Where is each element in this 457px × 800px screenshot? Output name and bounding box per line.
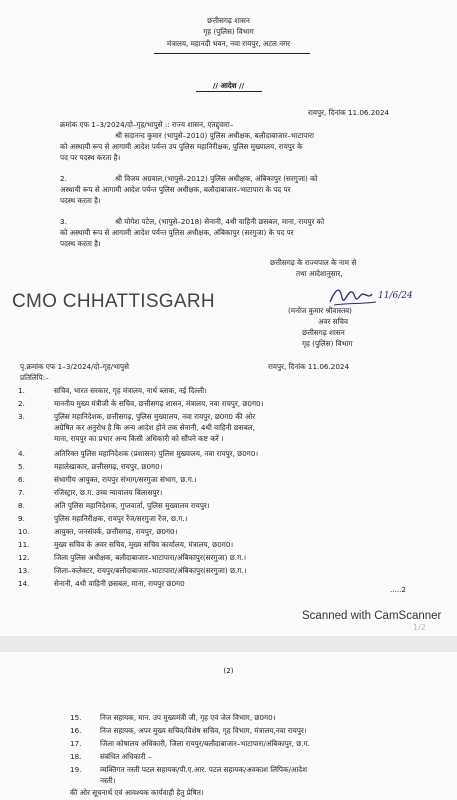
list-item: निज सहायक, मान. उप मुख्यमंत्री जी, गृह एवं जेल विभाग, छ0ग0।: [100, 713, 276, 722]
para1-line2: को अस्थायी रूप से आगामी आदेश पर्यन्त उप पुलिस महानिरीक्षक, पुलिस मुख्यालय, रायपुर के: [60, 142, 303, 151]
watermark-cmo: CMO CHHATTISGARH: [12, 291, 215, 312]
para2-line3: पदस्थ करता है।: [60, 196, 101, 205]
list-item-number: 12.: [18, 553, 30, 562]
copy-to-label: प्रतिलिपि:–: [20, 373, 49, 382]
header-government: छत्तीसगढ़ शासन: [207, 16, 250, 25]
order-title: // आदेश //: [212, 81, 245, 90]
list-item: महालेखाकार, छत्तीसगढ़, रायपुर, छ0ग0।: [54, 462, 163, 471]
list-item: रजिस्ट्रार, छ.ग. उच्च न्यायालय बिलासपुर।: [54, 488, 163, 497]
list-item-number: 14.: [18, 579, 30, 588]
governor-line1: छत्तीसगढ़ के राज्यपाल के नाम से: [270, 258, 357, 267]
list-item-number: 11.: [18, 540, 30, 549]
list-item: जिला पुलिस अधीक्षक, बलौदाबाजार–भाटापारा/अंबिकापुर(सरगुजा) छ.ग.।: [54, 553, 247, 562]
list-item-number: 15.: [70, 713, 82, 722]
page-number: (2): [223, 666, 234, 675]
list-item-number: 2.: [18, 399, 25, 408]
para1-line1: श्री सदानन्द कुमार (भापुसे–2010) पुलिस अधीक्षक, बलौदाबाजार–भाटापारा: [115, 131, 314, 140]
page-separator: [0, 636, 457, 652]
para2-line1: श्री विजय अग्रवाल,(भापुसे–2012) पुलिस अधीक्षक, अंबिकापुर (सरगुजा) को: [115, 174, 318, 183]
list-item-number: 6.: [18, 475, 25, 484]
list-item: व्यक्तिगत नस्ती पटल सहायक/पी.ए.आर. पटल सहायक/अवकाश लिपिक/आदेश: [100, 765, 307, 774]
list-item-number: 19.: [70, 765, 82, 774]
list-item-number: 8.: [18, 501, 25, 510]
list-item-continuation: नस्ती।: [100, 776, 116, 785]
list-item-number: 10.: [18, 527, 30, 536]
list-item-number: 13.: [18, 566, 30, 575]
list-item-continuation: अग्रेषित कर अनुरोध है कि अन्य आदेश होने तक सेनानी, 4थी वाहिनी छसबल,: [54, 423, 255, 432]
governor-line2: तथा आदेशानुसार,: [296, 269, 343, 278]
list-item-number: 17.: [70, 739, 82, 748]
order-title-underline: [196, 91, 262, 92]
header-divider: [154, 53, 310, 54]
list-item: मुख्य सचिव के अवर सचिव, मुख्य सचिव कार्यालय, मंत्रालय, छ0ग0।: [54, 540, 234, 549]
list-item: माननीय मुख्य मंत्रीजी के सचिव, छत्तीसगढ़ शासन, मंत्रालय, नवा रायपुर, छ0ग0।: [54, 399, 264, 408]
order-date: रायपुर, दिनांक 11.06.2024: [308, 108, 390, 117]
signatory-name: (मनोज कुमार श्रीवास्तव): [288, 306, 352, 315]
list-item-number: 1.: [18, 386, 25, 395]
list-item: निज सहायक, अपर मुख्य सचिव/विशेष सचिव, गृह विभाग, मंत्रालय,नवा रायपुर।: [100, 726, 307, 735]
list-item: संभागीय आयुक्त, रायपुर संभाग/सरगुजा संभाग, छ.ग.।: [54, 475, 197, 484]
list-item-number: 4.: [18, 449, 25, 458]
scanner-watermark: Scanned with CamScanner: [302, 610, 442, 622]
para1-line3: पद पर पदस्थ करता है।: [60, 153, 121, 162]
list-item-number: 5.: [18, 462, 25, 471]
list-item-number: 7.: [18, 488, 25, 497]
list-item: अति पुलिस महानिदेशक, गुप्तवार्ता, पुलिस मुख्यालय रायपुर।: [54, 501, 210, 510]
endorsement-ref: पृ.क्रमांक एफ 1–3/2024/दो–गृह/भापुसे: [20, 362, 129, 371]
para2-number: 2.: [60, 174, 67, 183]
para3-line3: पदस्थ करता है।: [60, 239, 101, 248]
list-item-number: 9.: [18, 514, 25, 523]
list-item: जिला–कलेक्टर, रायपुर/बलौदाबाजार–भाटापारा/अंबिकापुर(सरगुजा) छ.ग.।: [54, 566, 247, 575]
header-address: मंत्रालय, महानदी भवन, नवा रायपुर, अटल नगर: [166, 39, 291, 48]
list-item-number: 3.: [18, 412, 25, 421]
signatory-dept2: गृह (पुलिस) विभाग: [302, 339, 353, 348]
list-item: पुलिस महानिदेशक, छत्तीसगढ़, पुलिस मुख्यालय, नवा रायपुर, छ0ग0 की ओर: [54, 412, 256, 421]
order-reference: क्रमांक एफ 1–3/2024/दो–गृह/भापुसे :: राज्य शासन, एतद्द्वारा–: [60, 120, 234, 129]
page-indicator: 1/2: [413, 623, 426, 632]
signature-date: 11/6/24: [378, 291, 413, 301]
header-department: गृह (पुलिस) विभाग: [203, 27, 254, 36]
list-item: सचिव, भारत सरकार, गृह मंत्रालय, नार्थ ब्लाक, नई दिल्ली।: [54, 386, 207, 395]
para3-line2: को अस्थायी रूप से आगामी आदेश पर्यन्त पुलिस अधीक्षक, अंबिकापुर (सरगुजा) के पद पर: [60, 228, 294, 237]
para3-line1: श्री योगेश पटेल, (भापुसे–2018) सेनानी, 4थी वाहिनी छसबल, माना, रायपुर को: [115, 217, 325, 226]
list-item: अतिरिक्त पुलिस महानिदेशक (प्रशासन) पुलिस मुख्यालय, नवा रायपुर, छ0ग0।: [54, 449, 259, 458]
list-item: जिला कोषालय अधिकारी, जिला रायपुर/बलौदाबाजार–भाटापारा/अंबिकापुर, छ.ग.: [100, 739, 310, 748]
list-item: सेनानी, 4थी वाहिनी छसबल, माना, रायपुर छ0ग0: [54, 579, 185, 588]
list-item-number: 16.: [70, 726, 82, 735]
continued-marker: .....2: [390, 585, 406, 594]
list-item-number: 18.: [70, 752, 82, 761]
signatory-dept1: छत्तीसगढ़ शासन: [302, 328, 345, 337]
list-item: पुलिस महानिरीक्षक, रायपुर रेंज/सरगुजा रेंज, छ.ग.।: [54, 514, 188, 523]
para2-line2: अस्थायी रूप से आगामी आदेश पर्यन्त पुलिस अधीक्षक, बलौदाबाजार–भाटापारा के पद पर: [60, 185, 291, 194]
list-item: आयुक्त, जनसंपर्क, छत्तीसगढ़, रायपुर, छ0ग0।: [54, 527, 178, 536]
closing-line: की ओर सूचनार्थ एवं आवश्यक कार्यवाही हेतु प्रेषित।: [70, 788, 204, 797]
document-page-2: [0, 652, 457, 800]
list-item: संबंधित अधिकारी –: [100, 752, 152, 761]
signatory-designation: अवर सचिव: [318, 317, 348, 326]
list-item-continuation: माना, रायपुर का प्रभार अन्य किसी अधिकारी को सौंपने कष्ट करें ।: [54, 434, 224, 443]
para3-number: 3.: [60, 217, 67, 226]
endorsement-date: रायपुर, दिनांक 11.06.2024: [268, 362, 350, 371]
